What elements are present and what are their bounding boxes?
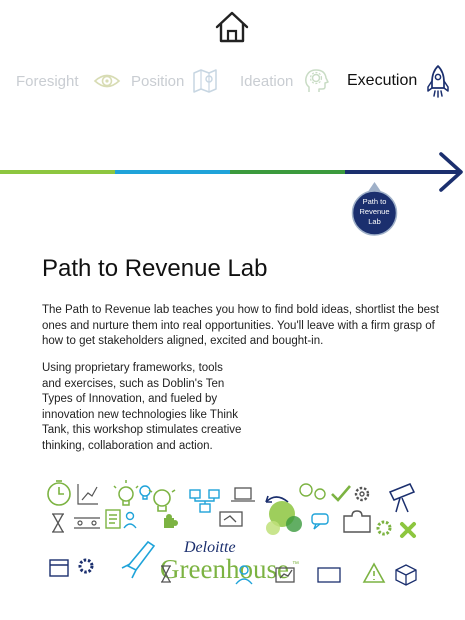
whiteboard-icon: [220, 512, 242, 526]
monitor-icon: [318, 568, 340, 582]
home-icon: [214, 10, 250, 44]
abc-graph-icon: [74, 518, 100, 528]
telescope-icon: [390, 484, 414, 512]
stage-label-ideation: Ideation: [240, 72, 294, 90]
hourglass-icon: [52, 514, 64, 532]
intro-paragraph: The Path to Revenue lab teaches you how to find bold ideas, shortlist the best ones and nurture them into real opportunities. You'll leave with a firm grasp of how to get stakeholders aligned, excited and bought-in.: [42, 304, 439, 347]
gear-icon: [80, 560, 92, 572]
laptop-icon: [231, 488, 255, 501]
marker-line: Revenue: [359, 207, 390, 216]
lightbulb-icon: [149, 490, 175, 511]
warning-icon: [364, 564, 384, 582]
x-mark-icon: [402, 524, 414, 536]
map-icon: [191, 67, 219, 95]
stage-label-foresight: Foresight: [16, 72, 79, 90]
stage-label-execution: Execution: [347, 72, 418, 89]
stage-position[interactable]: [131, 66, 219, 96]
calendar-icon: [50, 560, 68, 576]
idea-blob-icon: [266, 501, 302, 535]
brand-name-greenhouse: Greenhouse: [160, 554, 289, 584]
rocket-icon: [122, 542, 154, 578]
puzzle-piece-icon: [344, 511, 370, 532]
trademark-symbol: ™: [292, 561, 299, 568]
checkmark-icon: [332, 486, 350, 500]
page-title: Path to Revenue Lab: [42, 255, 268, 282]
marker-line: Path to: [362, 197, 387, 206]
stage-foresight[interactable]: [16, 66, 121, 96]
stage-execution[interactable]: [347, 66, 450, 96]
stage-label-position: Position: [131, 72, 185, 90]
org-chart-icon: [190, 490, 219, 512]
stage-ideation[interactable]: [240, 66, 329, 96]
eye-icon: [93, 71, 121, 91]
chat-icon: [312, 514, 328, 529]
rocket-icon: [426, 64, 450, 98]
document-icon: [106, 510, 120, 528]
arrow-icon: [266, 496, 288, 502]
gear-icon: [356, 488, 368, 500]
cube-icon: [396, 565, 416, 585]
lightbulb-icon: [114, 480, 138, 505]
people-icon: [124, 513, 136, 529]
brand-name-deloitte: Deloitte: [184, 539, 236, 556]
details-paragraph: Using proprietary frameworks, tools and exercises, such as Doblin's Ten Types of Innovation, and fueled by innovation new technologies like Think Tank, this workshop stimulates creative thinking, collaboration and action.: [42, 362, 242, 452]
head-gear-icon: [303, 67, 329, 95]
stopwatch-icon: [48, 481, 70, 505]
marker-label: [351, 197, 398, 227]
puzzle-icon: [164, 514, 178, 528]
greenhouse-collage: [44, 480, 419, 586]
chat-icon: [300, 484, 325, 499]
home-button[interactable]: [214, 10, 250, 44]
gear-icon: [378, 522, 390, 534]
chart-icon: [78, 484, 98, 504]
lightbulb-icon: [140, 486, 150, 499]
marker-line: Lab: [368, 217, 381, 226]
